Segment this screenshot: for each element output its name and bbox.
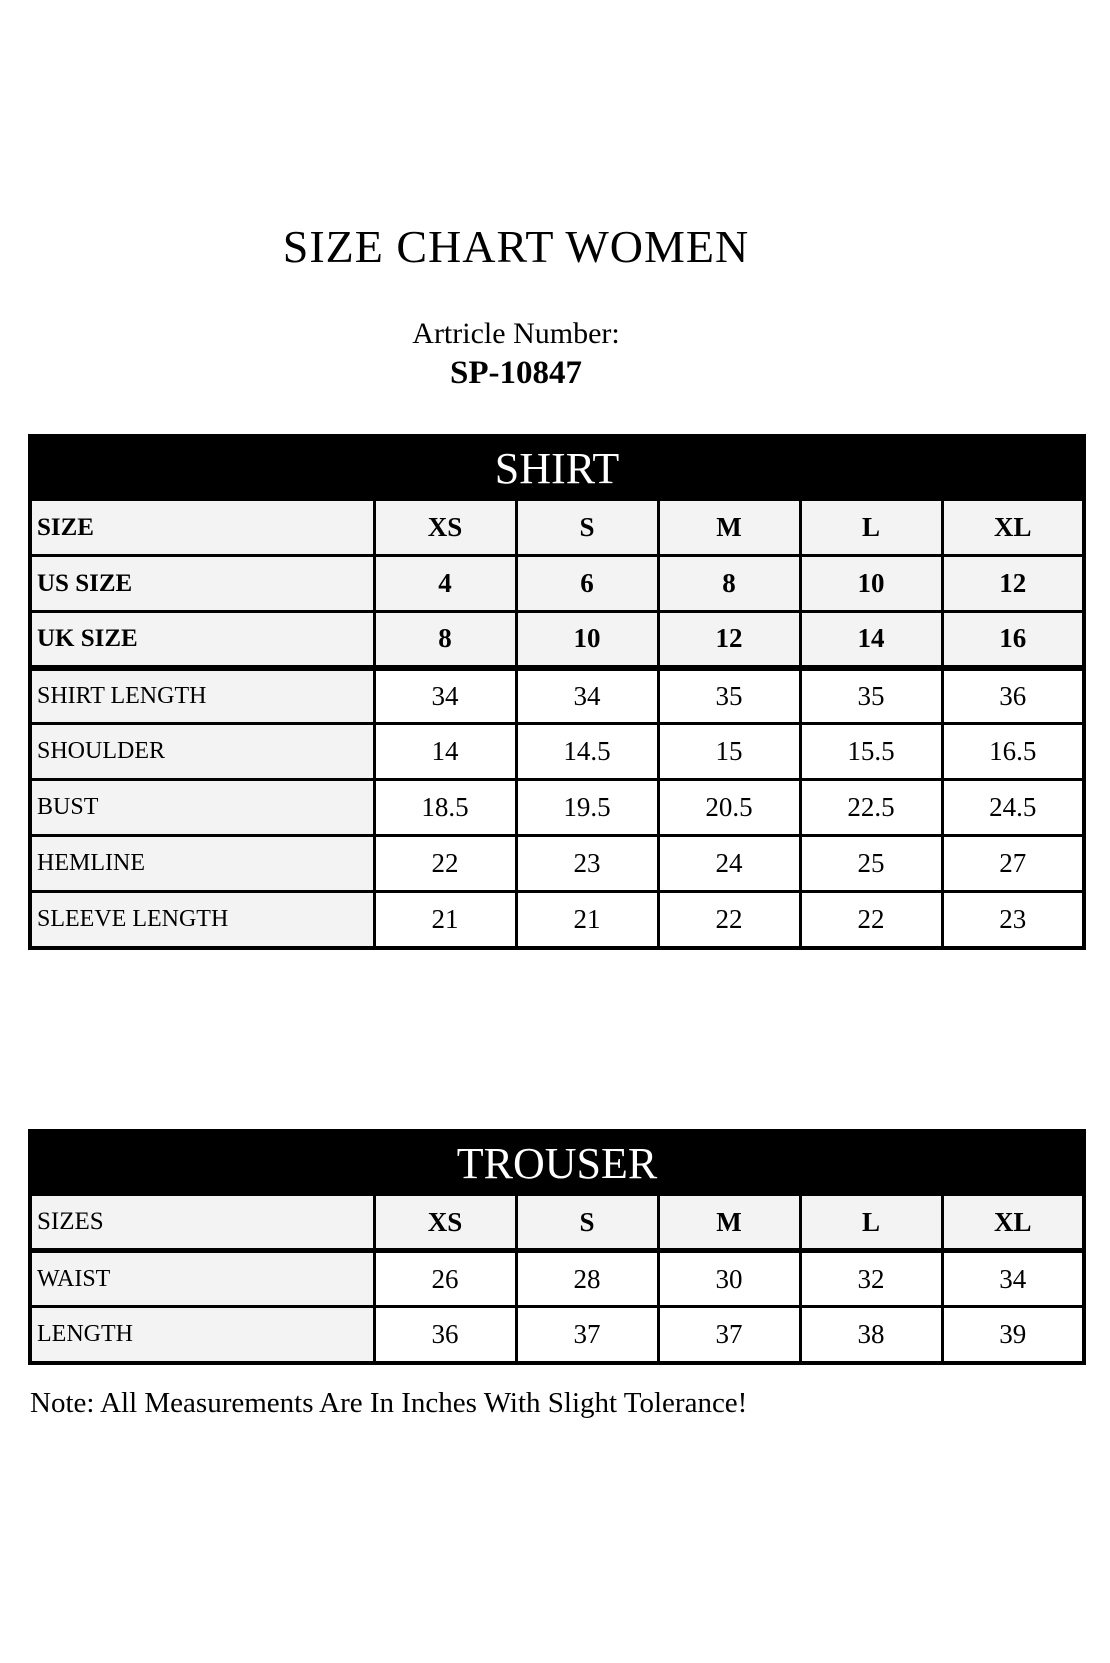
measurement-value: 39 xyxy=(942,1307,1084,1363)
measurement-value: 28 xyxy=(516,1251,658,1307)
measurement-value: 23 xyxy=(516,836,658,892)
table-row xyxy=(30,836,1084,892)
trouser-table-title: TROUSER xyxy=(30,1131,1084,1195)
measurement-value: 21 xyxy=(516,892,658,948)
note-text: Note: All Measurements Are In Inches With Slight Tolerance! xyxy=(30,1387,748,1419)
table-row xyxy=(30,1195,1084,1251)
size-value: XS xyxy=(374,500,516,556)
measurement-value: 37 xyxy=(516,1307,658,1363)
size-value: S xyxy=(516,500,658,556)
size-value: XS xyxy=(374,1195,516,1251)
row-label: SLEEVE LENGTH xyxy=(30,892,374,948)
measurement-value: 14 xyxy=(374,724,516,780)
measurement-value: 27 xyxy=(942,836,1084,892)
table-row xyxy=(30,780,1084,836)
table-row xyxy=(30,892,1084,948)
measurement-value: 35 xyxy=(658,668,800,724)
row-label: US SIZE xyxy=(30,556,374,612)
measurement-value: 30 xyxy=(658,1251,800,1307)
table-row xyxy=(30,612,1084,668)
row-label: WAIST xyxy=(30,1251,374,1307)
table-row xyxy=(30,556,1084,612)
table-row xyxy=(30,668,1084,724)
measurement-value: 15 xyxy=(658,724,800,780)
shirt-size-table xyxy=(28,434,1086,950)
measurement-value: 34 xyxy=(942,1251,1084,1307)
size-value: 14 xyxy=(800,612,942,668)
row-label: UK SIZE xyxy=(30,612,374,668)
size-value: 16 xyxy=(942,612,1084,668)
size-value: S xyxy=(516,1195,658,1251)
measurement-value: 36 xyxy=(942,668,1084,724)
size-value: 12 xyxy=(942,556,1084,612)
size-value: M xyxy=(658,1195,800,1251)
row-label: HEMLINE xyxy=(30,836,374,892)
measurement-value: 23 xyxy=(942,892,1084,948)
article-number-value: SP-10847 xyxy=(450,355,582,391)
measurement-value: 20.5 xyxy=(658,780,800,836)
article-number-label: Artricle Number: xyxy=(412,317,620,350)
table-row xyxy=(30,1251,1084,1307)
shirt-table-title: SHIRT xyxy=(30,436,1084,500)
trouser-size-table xyxy=(28,1129,1086,1365)
measurement-value: 34 xyxy=(374,668,516,724)
row-label: SHOULDER xyxy=(30,724,374,780)
page-title: SIZE CHART WOMEN xyxy=(282,221,750,272)
measurement-value: 15.5 xyxy=(800,724,942,780)
size-value: 6 xyxy=(516,556,658,612)
measurement-value: 36 xyxy=(374,1307,516,1363)
size-value: 10 xyxy=(516,612,658,668)
table-row xyxy=(30,1131,1084,1195)
measurement-value: 22 xyxy=(800,892,942,948)
measurement-value: 14.5 xyxy=(516,724,658,780)
measurement-value: 19.5 xyxy=(516,780,658,836)
size-value: 4 xyxy=(374,556,516,612)
table-row xyxy=(30,724,1084,780)
size-value: 8 xyxy=(658,556,800,612)
measurement-value: 16.5 xyxy=(942,724,1084,780)
measurement-value: 22.5 xyxy=(800,780,942,836)
row-label: SIZES xyxy=(30,1195,374,1251)
measurement-value: 26 xyxy=(374,1251,516,1307)
size-value: XL xyxy=(942,500,1084,556)
row-label: SHIRT LENGTH xyxy=(30,668,374,724)
measurement-value: 37 xyxy=(658,1307,800,1363)
size-value: L xyxy=(800,500,942,556)
measurement-value: 24 xyxy=(658,836,800,892)
size-value: M xyxy=(658,500,800,556)
size-value: L xyxy=(800,1195,942,1251)
measurement-value: 35 xyxy=(800,668,942,724)
measurement-value: 24.5 xyxy=(942,780,1084,836)
measurement-value: 38 xyxy=(800,1307,942,1363)
measurement-value: 32 xyxy=(800,1251,942,1307)
size-value: 10 xyxy=(800,556,942,612)
measurement-value: 22 xyxy=(374,836,516,892)
table-row xyxy=(30,1307,1084,1363)
table-row xyxy=(30,500,1084,556)
table-row xyxy=(30,436,1084,500)
row-label: BUST xyxy=(30,780,374,836)
size-value: 12 xyxy=(658,612,800,668)
size-value: XL xyxy=(942,1195,1084,1251)
measurement-value: 18.5 xyxy=(374,780,516,836)
measurement-value: 21 xyxy=(374,892,516,948)
row-label: SIZE xyxy=(30,500,374,556)
measurement-value: 25 xyxy=(800,836,942,892)
size-value: 8 xyxy=(374,612,516,668)
measurement-value: 34 xyxy=(516,668,658,724)
measurement-value: 22 xyxy=(658,892,800,948)
row-label: LENGTH xyxy=(30,1307,374,1363)
